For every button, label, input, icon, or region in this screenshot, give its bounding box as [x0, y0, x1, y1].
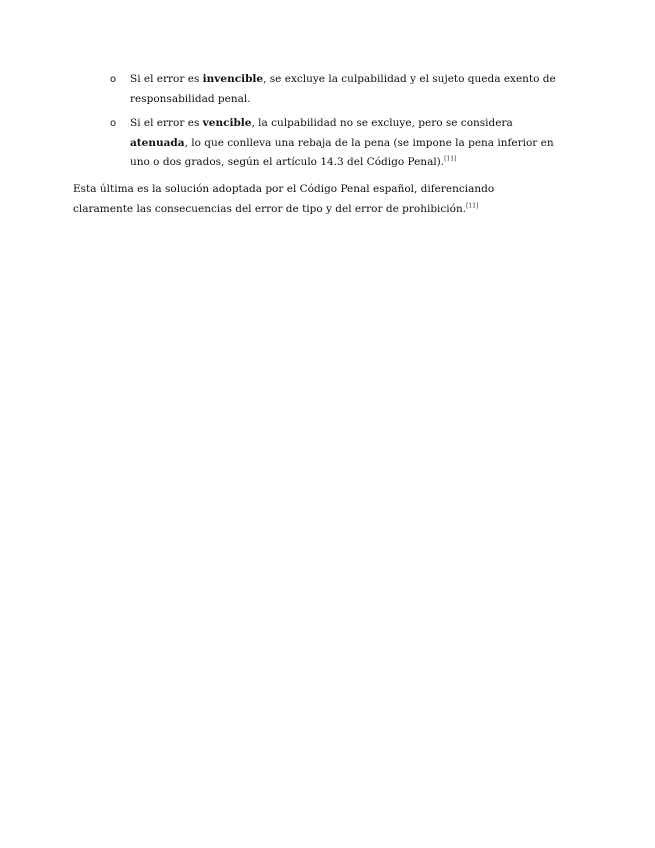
bold-term-vencible: vencible [202, 117, 252, 129]
bullet-item-vencible [110, 114, 570, 173]
bold-term-invencible: invencible [202, 73, 264, 85]
bullet-marker: o [110, 74, 117, 85]
bold-term-atenuada: atenuada [130, 136, 185, 149]
reference-link[interactable]: [11] [444, 155, 457, 163]
bullet-list [110, 70, 570, 178]
bullet-text: Si el error es vencible, la culpabilidad no se excluye, pero se considera atenuada, lo que conlleva una rebaja de la pena (se impone la pena inferior en uno o dos grados, según el artículo 14.3 del Código Penal).[11] [130, 117, 554, 168]
reference-link[interactable]: [11] [466, 202, 479, 209]
bullet-marker: o [110, 118, 117, 129]
bullet-item-invencible [110, 70, 570, 109]
body-paragraph: Esta última es la solución adoptada por el Código Penal español, diferenciando claramente las consecuencias del error de tipo y del error de prohibición.[11] [73, 183, 495, 215]
bullet-text: Si el error es invencible, se excluye la culpabilidad y el sujeto queda exento de responsabilidad penal. [130, 73, 556, 105]
